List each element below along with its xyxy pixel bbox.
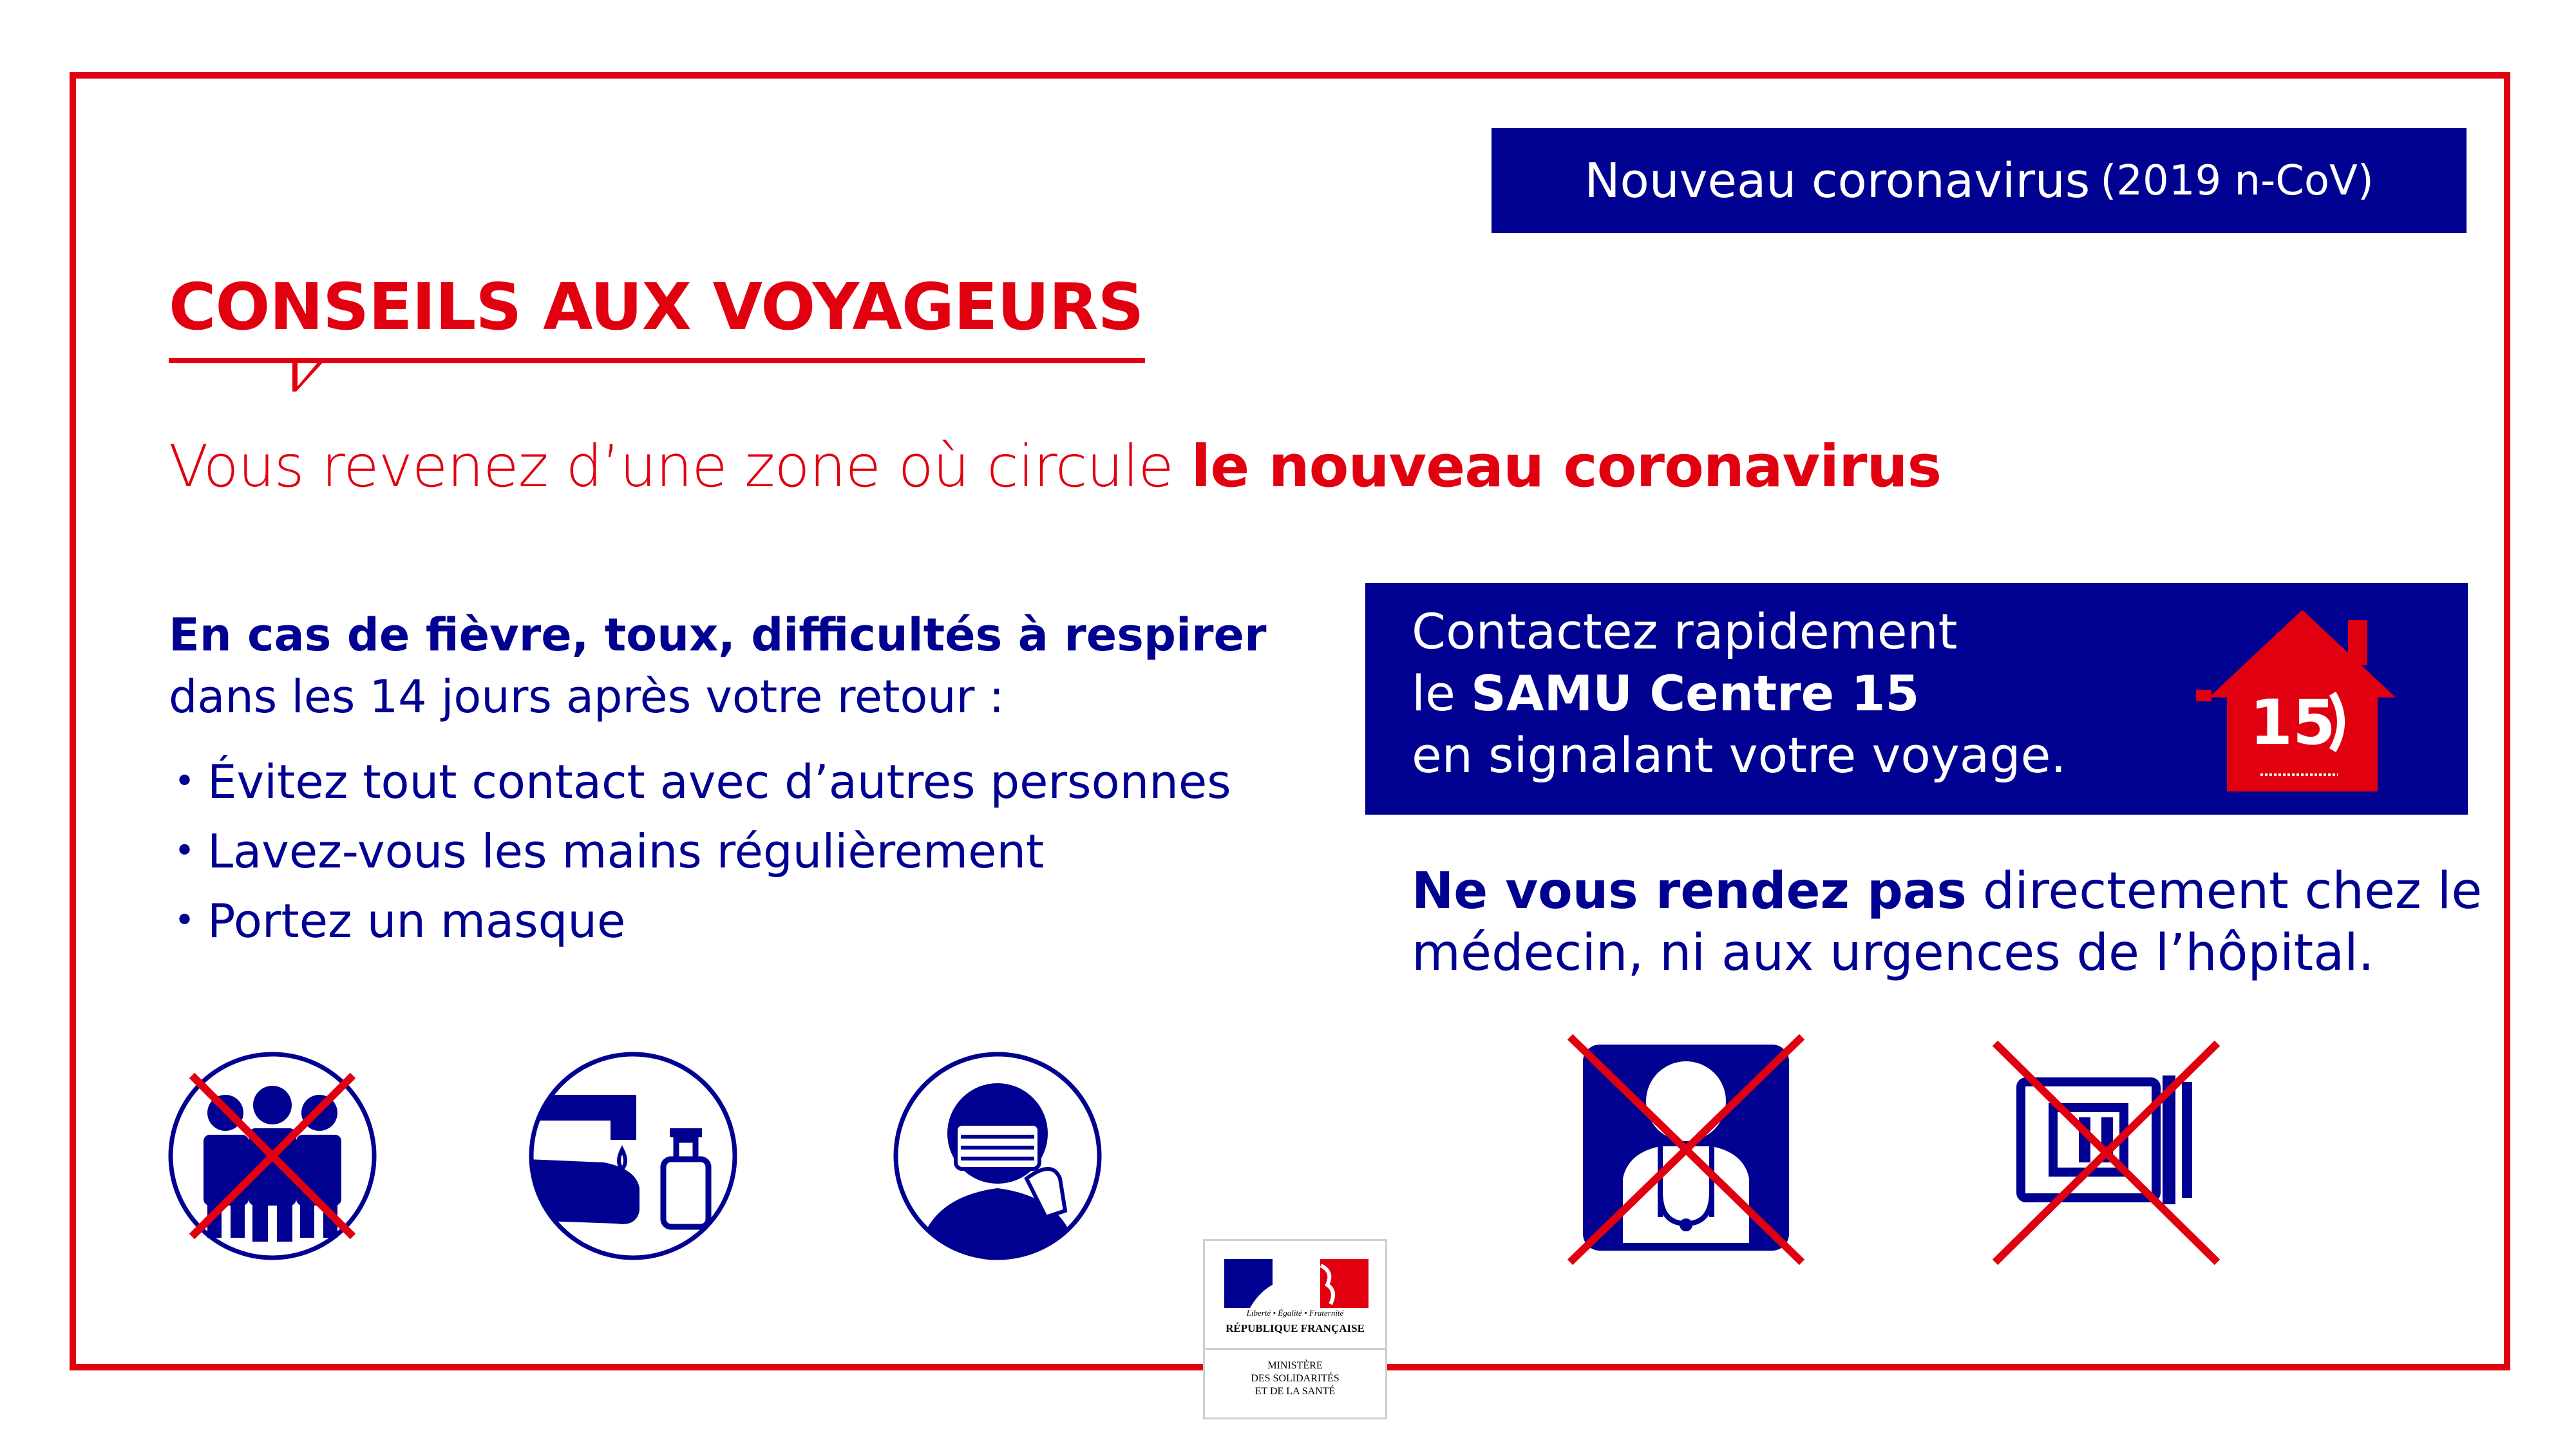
samu-line2 bbox=[1412, 663, 2067, 724]
badge-main-text: Nouveau coronavirus bbox=[1584, 153, 2090, 209]
samu-text bbox=[1412, 601, 2067, 786]
advice-item: • Lavez-vous les mains régulièrement bbox=[207, 817, 1267, 886]
samu-callout bbox=[1365, 583, 2468, 815]
symptoms-heading: En cas de fièvre, toux, difficultés à respirer bbox=[169, 609, 1267, 661]
samu-line2-prefix: le bbox=[1412, 665, 1472, 722]
no-contact-icon bbox=[166, 1050, 379, 1262]
no-hospital-icon bbox=[1982, 1030, 2227, 1269]
ministry-line: ET DE LA SANTÉ bbox=[1255, 1386, 1336, 1397]
badge-paren-text: (2019 n-CoV) bbox=[2100, 156, 2374, 205]
warning-line1 bbox=[1412, 860, 2482, 922]
subtitle bbox=[169, 433, 1941, 500]
ministry-name bbox=[1205, 1359, 1385, 1398]
advice-list bbox=[169, 747, 1267, 956]
speech-notch-icon bbox=[285, 362, 323, 392]
advice-item: • Évitez tout contact avec d’autres personnes bbox=[207, 747, 1267, 817]
warning-line1-rest: directement chez le bbox=[1966, 862, 2483, 920]
marianne-flag-icon bbox=[1224, 1259, 1368, 1308]
house-phone-icon bbox=[2196, 601, 2409, 794]
warning-text bbox=[1412, 860, 2482, 984]
advice-item: • Portez un masque bbox=[207, 886, 1267, 956]
samu-line1: Contactez rapidement bbox=[1412, 603, 1958, 660]
samu-line2-bold: SAMU Centre 15 bbox=[1471, 665, 1920, 722]
government-logo bbox=[1203, 1239, 1387, 1419]
no-doctor-icon bbox=[1564, 1030, 1808, 1269]
page-title: CONSEILS AUX VOYAGEURS bbox=[169, 269, 1144, 345]
republic-motto: Liberté • Égalité • Fraternité bbox=[1246, 1308, 1344, 1318]
symptoms-timeframe: dans les 14 jours après votre retour : bbox=[169, 670, 1005, 723]
hand-washing-icon bbox=[527, 1050, 739, 1262]
samu-line3: en signalant votre voyage. bbox=[1412, 726, 2067, 784]
ministry-line: MINISTÈRE bbox=[1267, 1360, 1323, 1371]
subtitle-regular: Vous revenez d’une zone où circule bbox=[169, 433, 1191, 500]
virus-badge bbox=[1492, 128, 2467, 233]
house-number: 15 bbox=[2249, 687, 2336, 759]
face-mask-icon bbox=[891, 1050, 1104, 1262]
symptoms-block bbox=[169, 604, 1267, 956]
subtitle-bold: le nouveau coronavirus bbox=[1191, 433, 1942, 500]
warning-bold: Ne vous rendez pas bbox=[1412, 862, 1967, 920]
ministry-line: DES SOLIDARITÉS bbox=[1251, 1373, 1340, 1384]
warning-line2: médecin, ni aux urgences de l’hôpital. bbox=[1412, 924, 2374, 982]
logo-divider bbox=[1205, 1348, 1385, 1350]
republic-name: RÉPUBLIQUE FRANÇAISE bbox=[1226, 1322, 1365, 1334]
